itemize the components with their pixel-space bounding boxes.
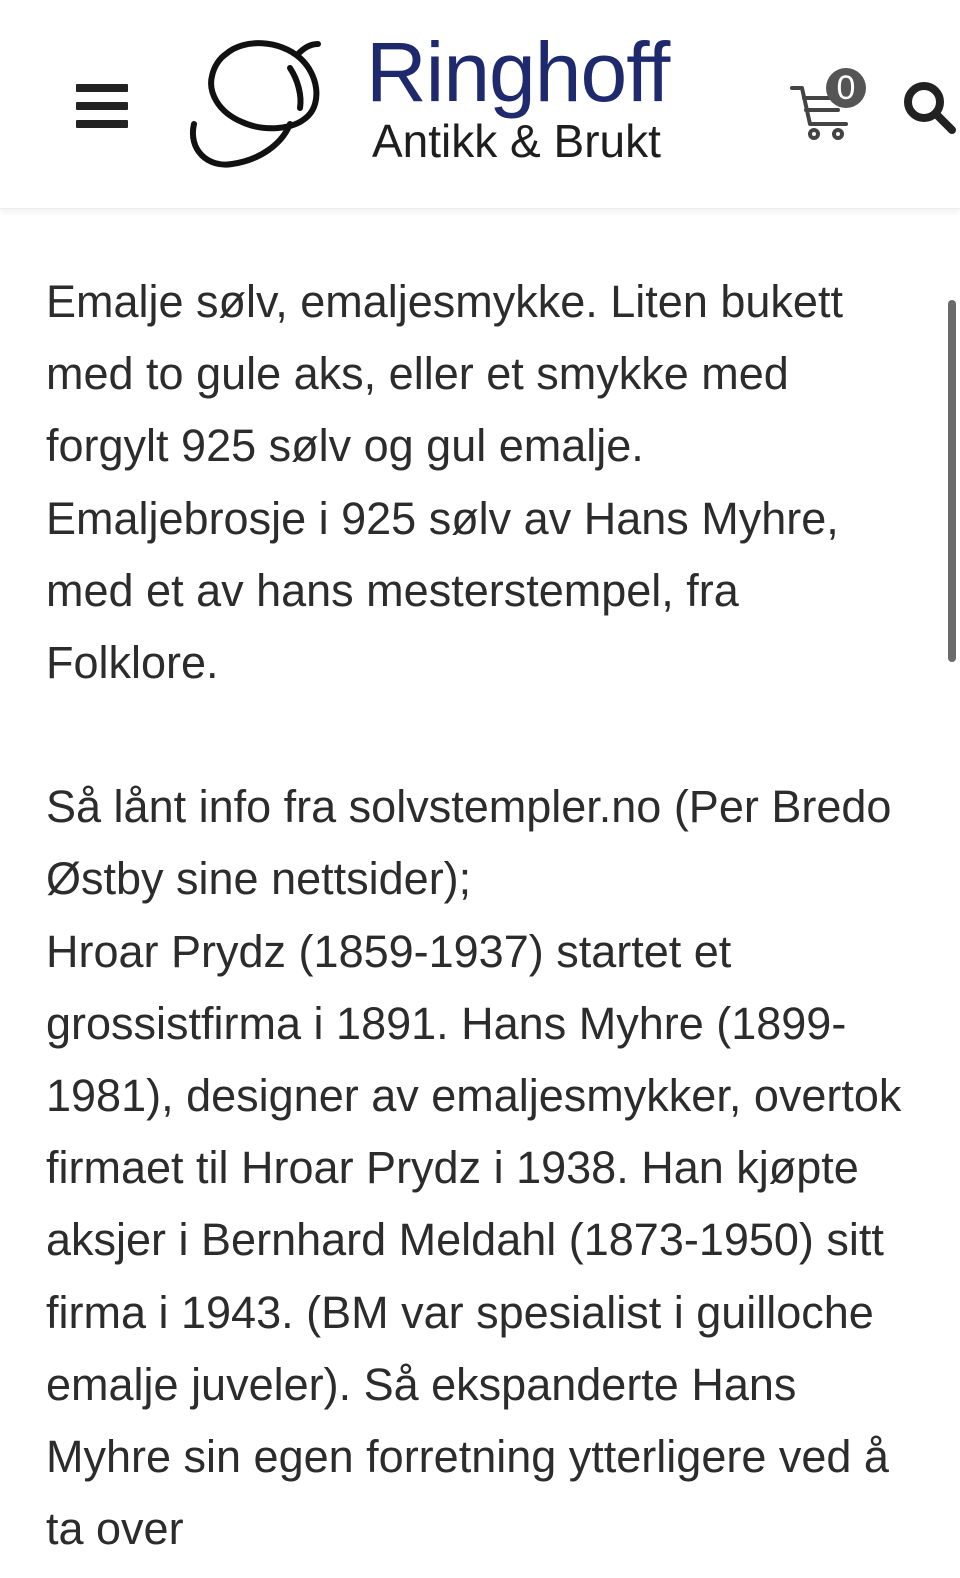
scrollbar[interactable] bbox=[948, 300, 956, 662]
description-paragraph: Hroar Prydz (1859-1937) startet et grossistfirma i 1891. Hans Myhre (1899-1981), designer av emaljesmykker, overtok firmaet til Hroar Prydz i 1938. Han kjøpte aksjer i Bernhard Meldahl (1873-1950) sitt firma i 1943. (BM var spesialist i guilloche emalje juveler). Så ekspanderte Hans Myhre sin egen forretning ytterligere ved å ta over bbox=[46, 925, 902, 1555]
cart-count-badge: 0 bbox=[826, 68, 866, 108]
logo-name: Ringhoff bbox=[366, 25, 670, 119]
site-header bbox=[0, 0, 960, 209]
search-icon[interactable] bbox=[900, 78, 960, 138]
description-paragraph: Så lånt info fra solvstempler.no (Per Bredo Østby sine nettsider); bbox=[46, 781, 892, 905]
hamburger-menu-icon[interactable] bbox=[76, 84, 128, 128]
description-paragraph: Emalje sølv, emaljesmykke. Liten bukett med to gule aks, eller et smykke med forgylt 925 sølv og gul emalje. Emaljebrosje i 925 sølv av Hans Myhre, med et av hans mesterstempel, fra Folklore. bbox=[46, 276, 843, 689]
acorn-icon bbox=[186, 32, 328, 168]
cart-button[interactable] bbox=[788, 68, 874, 144]
logo-tagline: Antikk & Brukt bbox=[372, 115, 661, 167]
site-logo[interactable] bbox=[186, 26, 716, 176]
product-description bbox=[46, 266, 916, 1565]
